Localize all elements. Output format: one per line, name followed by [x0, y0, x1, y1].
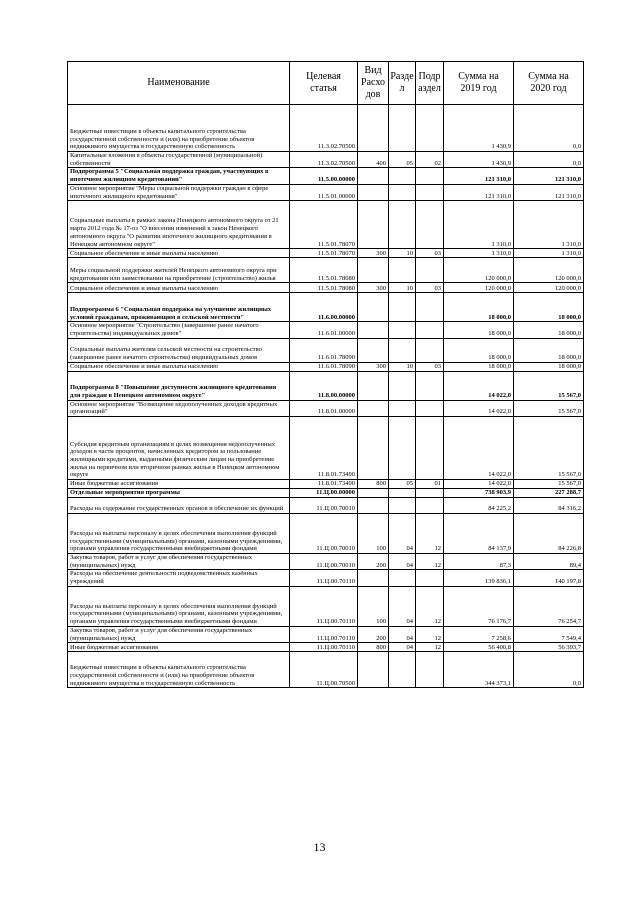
table-row	[68, 258, 584, 283]
row-subsection: 12	[416, 586, 444, 626]
row-expense-type: 800	[358, 480, 389, 489]
row-name: Меры социальной поддержки жителей Ненецкого автономного округа при кредитовании или заимствовании на приобретение (строительство) жилья	[68, 258, 290, 283]
row-sum-2019: 84 137,9	[444, 514, 514, 554]
header-sum-2020: Сумма на 2020 год	[514, 62, 584, 105]
table-row	[68, 514, 584, 554]
row-subsection	[416, 293, 444, 322]
row-sum-2019: 1 430,9	[444, 152, 514, 168]
row-sum-2019: 120 000,0	[444, 258, 514, 283]
header-name: Наименование	[68, 62, 290, 105]
table-row	[68, 498, 584, 514]
header-expense-type: Вид Расхо дов	[358, 62, 389, 105]
table-row	[68, 400, 584, 416]
row-subsection	[416, 400, 444, 416]
table-row	[68, 652, 584, 688]
row-sum-2020: 18 000,0	[514, 362, 584, 371]
row-section	[389, 371, 416, 400]
row-target-article: 11.3.02.70500	[290, 105, 358, 152]
row-name: Социальное обеспечение и иные выплаты населению	[68, 249, 290, 258]
row-sum-2020: 89,4	[514, 554, 584, 570]
row-target-article: 11.8.01.73490	[290, 480, 358, 489]
row-expense-type: 400	[358, 152, 389, 168]
row-sum-2019: 14 022,0	[444, 417, 514, 480]
row-sum-2020: 15 567,0	[514, 400, 584, 416]
row-name: Социальное обеспечение и иные выплаты населению	[68, 362, 290, 371]
row-subsection	[416, 489, 444, 498]
row-sum-2020: 120 000,0	[514, 258, 584, 283]
row-sum-2019: 139 836,1	[444, 570, 514, 586]
row-expense-type	[358, 258, 389, 283]
row-sum-2020: 120 000,0	[514, 283, 584, 293]
row-name: Закупка товаров, работ и услуг для обеспечения государственных (муниципальных) нужд	[68, 626, 290, 642]
row-sum-2019: 84 225,2	[444, 498, 514, 514]
row-target-article: 11.Ц.00.70500	[290, 652, 358, 688]
row-target-article: 11.Ц.00.70010	[290, 554, 358, 570]
row-sum-2019: 120 000,0	[444, 283, 514, 293]
table-row	[68, 283, 584, 293]
row-expense-type	[358, 105, 389, 152]
row-subsection	[416, 652, 444, 688]
row-section	[389, 498, 416, 514]
row-section	[389, 652, 416, 688]
row-sum-2020: 1 310,0	[514, 201, 584, 249]
row-sum-2020: 15 567,0	[514, 480, 584, 489]
row-subsection	[416, 417, 444, 480]
row-section	[389, 258, 416, 283]
row-expense-type: 100	[358, 586, 389, 626]
row-expense-type	[358, 322, 389, 338]
row-name: Иные бюджетные ассигнования	[68, 643, 290, 652]
budget-table	[67, 61, 584, 688]
table-row	[68, 293, 584, 322]
row-name: Бюджетные инвестиции в объекты капитального строительства государственной собственности и (или) на приобретение объектов недвижимого имущества в государственную собственность	[68, 652, 290, 688]
row-expense-type: 300	[358, 249, 389, 258]
row-target-article: 11.8.01.00000	[290, 400, 358, 416]
row-name: Подпрограмма 6 "Социальная поддержка на улучшение жилищных условий гражданам, проживающим в сельской местности"	[68, 293, 290, 322]
row-expense-type: 200	[358, 554, 389, 570]
row-target-article: 11.8.00.00000	[290, 371, 358, 400]
row-target-article: 11.Ц.00.00000	[290, 489, 358, 498]
table-row	[68, 322, 584, 338]
row-sum-2019: 14 022,0	[444, 480, 514, 489]
table-row	[68, 152, 584, 168]
row-name: Расходы на обеспечение деятельности подведомственных казённых учреждений	[68, 570, 290, 586]
table-row	[68, 371, 584, 400]
row-sum-2019: 344 373,1	[444, 652, 514, 688]
row-sum-2020: 121 310,0	[514, 168, 584, 184]
row-name: Социальные выплаты жителям сельской местности на строительство (завершение ранее начатого строительства) индивидуальных домов	[68, 338, 290, 362]
row-section	[389, 293, 416, 322]
row-name: Социальные выплаты в рамках закона Ненецкого автономного округа от 21 марта 2012 года № 17-оз "О внесении изменений в закон Ненецкого автономного округа "О развитии ипотечного жилищного кредитования в Ненецком автономном округе"	[68, 201, 290, 249]
row-name: Отдельные мероприятия программы	[68, 489, 290, 498]
row-name: Подпрограмма 8 "Повышение доступности жилищного кредитования для граждан в Ненецком автономном округе"	[68, 371, 290, 400]
row-expense-type: 100	[358, 514, 389, 554]
row-sum-2019: 18 000,0	[444, 362, 514, 371]
row-target-article: 11.Ц.00.70110	[290, 586, 358, 626]
row-target-article: 11.Ц.00.70110	[290, 626, 358, 642]
row-section: 10	[389, 249, 416, 258]
row-subsection	[416, 184, 444, 200]
row-expense-type: 800	[358, 643, 389, 652]
table-row	[68, 554, 584, 570]
row-expense-type	[358, 201, 389, 249]
table-row	[68, 105, 584, 152]
row-target-article: 11.6.01.78090	[290, 362, 358, 371]
row-subsection: 12	[416, 643, 444, 652]
row-sum-2020: 15 567,0	[514, 371, 584, 400]
row-sum-2020: 84 226,8	[514, 514, 584, 554]
row-sum-2020: 7 549,4	[514, 626, 584, 642]
row-target-article: 11.8.01.73490	[290, 417, 358, 480]
header-section: Разде л	[389, 62, 416, 105]
row-section	[389, 184, 416, 200]
row-section: 04	[389, 626, 416, 642]
row-section	[389, 201, 416, 249]
row-expense-type	[358, 168, 389, 184]
row-section: 10	[389, 362, 416, 371]
row-subsection: 12	[416, 514, 444, 554]
row-sum-2019: 18 000,0	[444, 293, 514, 322]
row-target-article: 11.6.01.78090	[290, 338, 358, 362]
row-sum-2019: 56 400,8	[444, 643, 514, 652]
table-row	[68, 338, 584, 362]
row-name: Субсидия кредитным организациям в целях возмещения недополученных доходов в части процентов, начисленных кредитором за пользование жилищными кредитами, выданными физическим лицам на приобретение жилья на первичном или вторичном рынках жилья в Ненецком автономном округе	[68, 417, 290, 480]
row-name: Подпрограмма 5 "Социальная поддержка граждан, участвующих в ипотечном жилищном кредитовании"	[68, 168, 290, 184]
row-subsection	[416, 498, 444, 514]
row-name: Основное мероприятие "Возмещение недополученных доходов кредитных организаций"	[68, 400, 290, 416]
row-sum-2019: 18 000,0	[444, 322, 514, 338]
row-target-article: 11.Ц.00.70110	[290, 570, 358, 586]
row-expense-type: 200	[358, 626, 389, 642]
row-section: 04	[389, 514, 416, 554]
row-target-article: 11.6.01.00000	[290, 322, 358, 338]
row-sum-2020: 0,0	[514, 652, 584, 688]
row-target-article: 11.Ц.00.70010	[290, 514, 358, 554]
row-section: 05	[389, 480, 416, 489]
row-sum-2019: 1 310,0	[444, 249, 514, 258]
table-row	[68, 417, 584, 480]
row-target-article: 11.5.01.78080	[290, 258, 358, 283]
row-expense-type	[358, 400, 389, 416]
row-target-article: 11.Ц.00.70010	[290, 498, 358, 514]
row-subsection: 02	[416, 152, 444, 168]
row-expense-type	[358, 338, 389, 362]
table-row	[68, 362, 584, 371]
row-target-article: 11.Ц.00.70110	[290, 643, 358, 652]
row-target-article: 11.5.01.78080	[290, 283, 358, 293]
row-name: Основное мероприятие "Меры социальной поддержки граждан в сфере ипотечного жилищного кредитования"	[68, 184, 290, 200]
row-expense-type	[358, 570, 389, 586]
row-subsection: 03	[416, 249, 444, 258]
row-section	[389, 338, 416, 362]
row-subsection: 01	[416, 480, 444, 489]
row-expense-type	[358, 293, 389, 322]
row-subsection: 12	[416, 626, 444, 642]
row-name: Капитальные вложения в объекты государственной (муниципальной) собственности	[68, 152, 290, 168]
table-row	[68, 168, 584, 184]
row-section	[389, 417, 416, 480]
row-sum-2020: 0,0	[514, 105, 584, 152]
row-section: 04	[389, 554, 416, 570]
table-row	[68, 201, 584, 249]
row-subsection	[416, 201, 444, 249]
table-row	[68, 480, 584, 489]
table-row	[68, 184, 584, 200]
budget-sheet	[67, 61, 583, 688]
table-row	[68, 489, 584, 498]
row-section	[389, 489, 416, 498]
row-sum-2020: 121 310,0	[514, 184, 584, 200]
row-subsection: 03	[416, 283, 444, 293]
row-sum-2019: 121 310,0	[444, 184, 514, 200]
row-section	[389, 168, 416, 184]
row-sum-2020: 18 000,0	[514, 338, 584, 362]
row-sum-2020: 15 567,0	[514, 417, 584, 480]
header-target-article: Целевая статья	[290, 62, 358, 105]
row-sum-2019: 14 022,0	[444, 400, 514, 416]
table-row	[68, 570, 584, 586]
row-section: 04	[389, 586, 416, 626]
row-expense-type	[358, 498, 389, 514]
row-expense-type	[358, 417, 389, 480]
row-target-article: 11.5.01.78070	[290, 249, 358, 258]
row-expense-type	[358, 652, 389, 688]
row-sum-2019: 18 000,0	[444, 338, 514, 362]
row-sum-2019: 1 310,0	[444, 201, 514, 249]
row-sum-2020: 18 000,0	[514, 293, 584, 322]
row-section	[389, 400, 416, 416]
header-subsection: Подр аздел	[416, 62, 444, 105]
row-subsection	[416, 258, 444, 283]
row-expense-type: 300	[358, 362, 389, 371]
row-sum-2019: 1 430,9	[444, 105, 514, 152]
row-sum-2019: 76 176,7	[444, 586, 514, 626]
row-subsection	[416, 322, 444, 338]
row-name: Расходы на выплаты персоналу в целях обеспечения выполнения функций государственными (муниципальными) органами, казенными учреждениями, органами управления государственными внебюджетными фондами	[68, 586, 290, 626]
row-sum-2019: 87,3	[444, 554, 514, 570]
row-subsection	[416, 570, 444, 586]
row-sum-2020: 227 288,7	[514, 489, 584, 498]
row-sum-2020: 76 254,7	[514, 586, 584, 626]
row-section: 05	[389, 152, 416, 168]
table-row	[68, 643, 584, 652]
table-row	[68, 626, 584, 642]
row-sum-2019: 121 310,0	[444, 168, 514, 184]
row-target-article: 11.5.01.78070	[290, 201, 358, 249]
row-subsection: 03	[416, 362, 444, 371]
row-sum-2020: 56 393,7	[514, 643, 584, 652]
row-sum-2020: 140 197,8	[514, 570, 584, 586]
row-target-article: 11.5.01.00000	[290, 184, 358, 200]
header-row	[68, 62, 584, 105]
table-row	[68, 249, 584, 258]
row-name: Бюджетные инвестиции в объекты капитального строительства государственной собственности и (или) на приобретение объектов недвижимого имущества в государственную собственность	[68, 105, 290, 152]
row-sum-2020: 0,0	[514, 152, 584, 168]
row-subsection	[416, 338, 444, 362]
row-section	[389, 105, 416, 152]
row-expense-type: 300	[358, 283, 389, 293]
row-name: Расходы на выплаты персоналу в целях обеспечения выполнения функций государственными (муниципальными) органами, казенными учреждениями, органами управления государственными внебюджетными фондами	[68, 514, 290, 554]
row-target-article: 11.6.00.00000	[290, 293, 358, 322]
row-subsection	[416, 371, 444, 400]
row-expense-type	[358, 371, 389, 400]
row-subsection	[416, 105, 444, 152]
row-sum-2019: 14 022,0	[444, 371, 514, 400]
row-sum-2019: 738 903,9	[444, 489, 514, 498]
row-target-article: 11.5.00.00000	[290, 168, 358, 184]
row-sum-2020: 1 310,0	[514, 249, 584, 258]
row-expense-type	[358, 184, 389, 200]
row-target-article: 11.3.02.70500	[290, 152, 358, 168]
row-sum-2020: 18 000,0	[514, 322, 584, 338]
row-expense-type	[358, 489, 389, 498]
row-section	[389, 322, 416, 338]
row-sum-2020: 84 316,2	[514, 498, 584, 514]
row-name: Иные бюджетные ассигнования	[68, 480, 290, 489]
table-row	[68, 586, 584, 626]
row-subsection: 12	[416, 554, 444, 570]
row-section	[389, 570, 416, 586]
row-sum-2019: 7 258,6	[444, 626, 514, 642]
row-section: 10	[389, 283, 416, 293]
row-name: Закупка товаров, работ и услуг для обеспечения государственных (муниципальных) нужд	[68, 554, 290, 570]
header-sum-2019: Сумма на 2019 год	[444, 62, 514, 105]
row-name: Социальное обеспечение и иные выплаты населению	[68, 283, 290, 293]
row-name: Основное мероприятие "Строительство (завершение ранее начатого строительства) индивидуальных домов"	[68, 322, 290, 338]
row-name: Расходы на содержание государственных органов и обеспечение их функций	[68, 498, 290, 514]
row-section: 04	[389, 643, 416, 652]
page-number: 13	[313, 840, 326, 854]
row-subsection	[416, 168, 444, 184]
